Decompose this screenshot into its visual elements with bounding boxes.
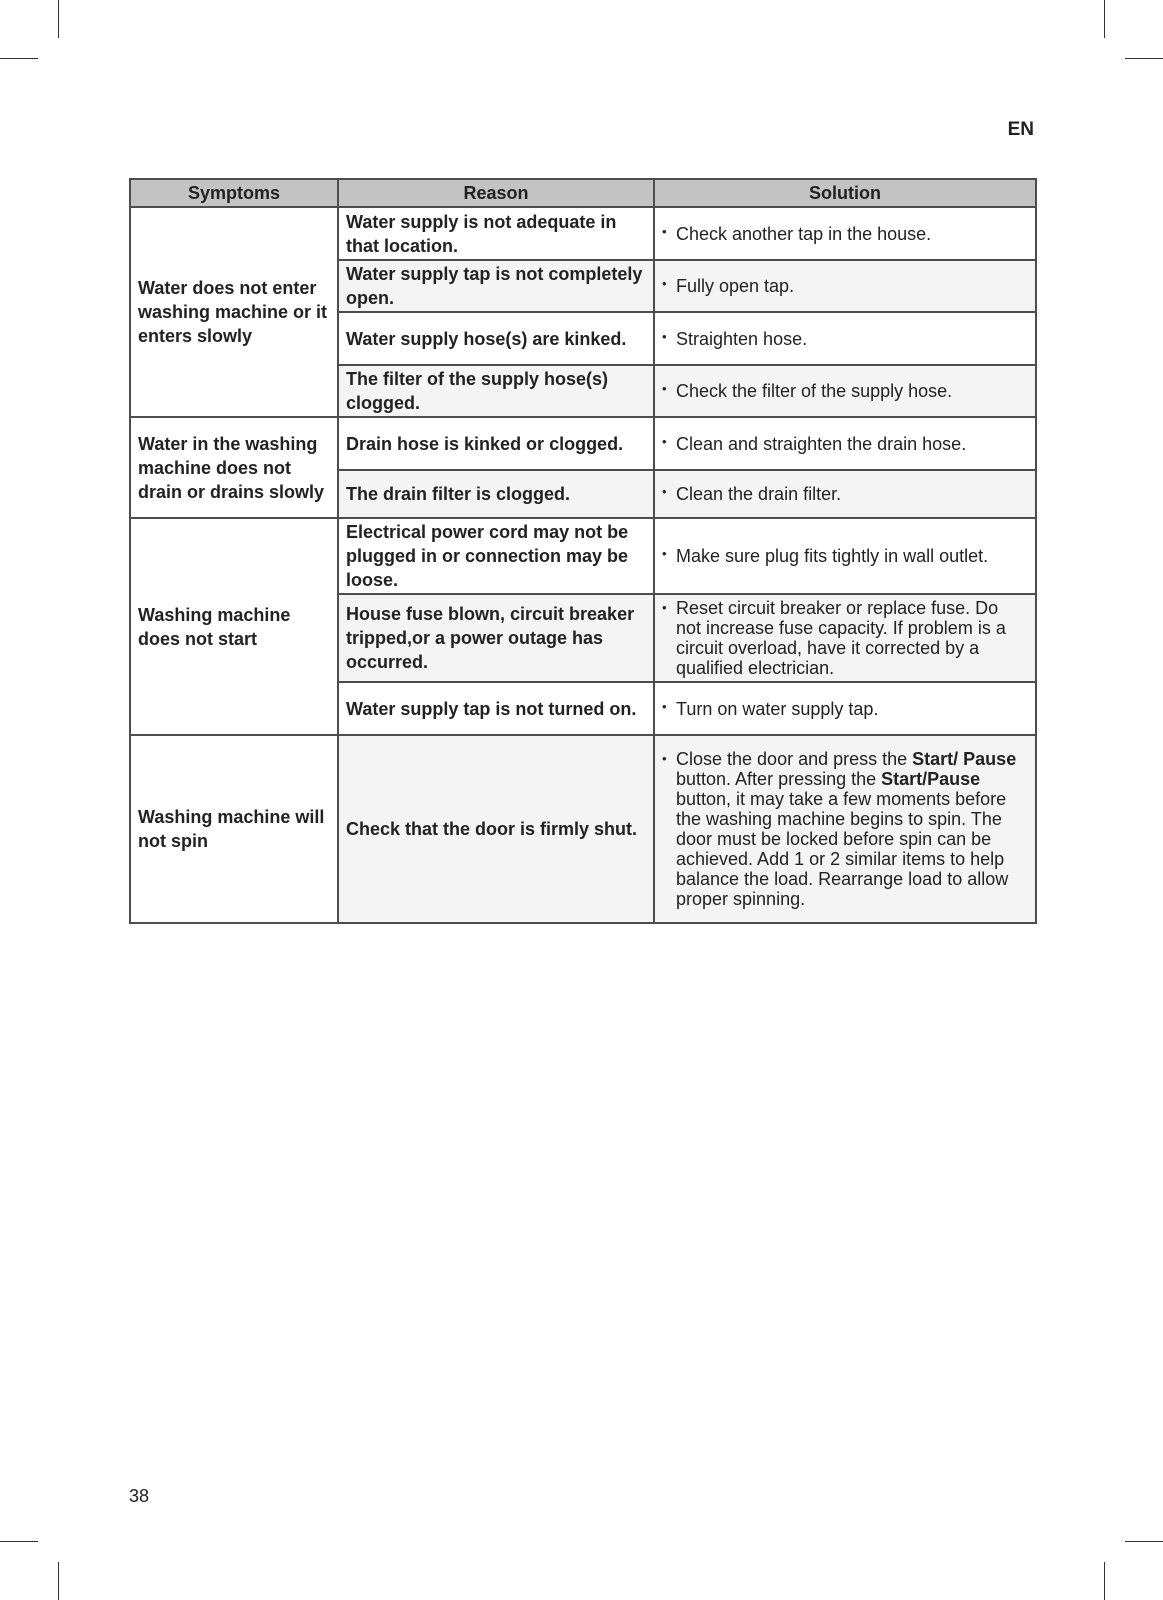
crop-mark <box>0 58 38 59</box>
column-header-symptoms: Symptoms <box>130 179 338 207</box>
solution-cell <box>654 594 1036 682</box>
bullet-icon: • <box>662 223 667 239</box>
reason-cell: Water supply is not adequate in that location. <box>338 207 654 260</box>
crop-mark <box>1125 58 1163 59</box>
solution-cell <box>654 682 1036 735</box>
reason-cell: Check that the door is firmly shut. <box>338 735 654 923</box>
start-pause-label: Start/Pause <box>881 769 981 789</box>
symptom-cell: Water does not enter washing machine or it enters slowly <box>130 207 338 417</box>
crop-mark <box>0 1541 38 1542</box>
solution-text: Clean and straighten the drain hose. <box>676 433 967 454</box>
table-row <box>130 518 1036 594</box>
solution-text: Fully open tap. <box>676 276 795 296</box>
crop-mark <box>1104 0 1105 38</box>
solution-text-part: button. After pressing the <box>676 769 882 789</box>
solution-text: Clean the drain filter. <box>676 484 842 504</box>
solution-text-part: Close the door and press the <box>676 749 913 769</box>
bullet-icon: • <box>662 433 667 449</box>
table-row <box>130 207 1036 260</box>
solution-cell <box>654 470 1036 518</box>
reason-cell: Water supply tap is not completely open. <box>338 260 654 312</box>
bullet-icon: • <box>662 600 667 615</box>
solution-text: Check the filter of the supply hose. <box>676 381 953 401</box>
solution-cell <box>654 312 1036 365</box>
symptom-cell: Water in the washing machine does not drain or drains slowly <box>130 417 338 518</box>
bullet-icon: • <box>662 751 667 766</box>
solution-cell <box>654 735 1036 923</box>
column-header-solution: Solution <box>654 179 1036 207</box>
bullet-icon: • <box>662 484 667 499</box>
bullet-icon: • <box>662 276 667 291</box>
solution-cell <box>654 518 1036 594</box>
symptom-cell: Washing machine will not spin <box>130 735 338 923</box>
solution-text: Make sure plug fits tightly in wall outlet. <box>676 546 989 566</box>
bullet-icon: • <box>662 328 667 344</box>
solution-cell <box>654 365 1036 417</box>
solution-cell <box>654 260 1036 312</box>
language-label: EN <box>1007 119 1034 140</box>
column-header-reason: Reason <box>338 179 654 207</box>
crop-mark <box>1104 1562 1105 1600</box>
bullet-icon: • <box>662 546 667 561</box>
table-row <box>130 417 1036 470</box>
bullet-icon: • <box>662 698 667 714</box>
bullet-icon: • <box>662 381 667 396</box>
crop-mark <box>1125 1541 1163 1542</box>
solution-text: Check another tap in the house. <box>676 223 932 244</box>
solution-text <box>676 749 1028 909</box>
reason-cell: Drain hose is kinked or clogged. <box>338 417 654 470</box>
crop-mark <box>58 1562 59 1600</box>
solution-text: Straighten hose. <box>676 328 808 349</box>
table-header-row <box>130 179 1036 207</box>
troubleshooting-table <box>129 178 1037 924</box>
reason-cell: The filter of the supply hose(s) clogged. <box>338 365 654 417</box>
reason-cell: Water supply hose(s) are kinked. <box>338 312 654 365</box>
solution-cell <box>654 207 1036 260</box>
solution-text-part: button, it may take a few moments before the washing machine begins to spin. The door must be locked before spin can be achieved. Add 1 or 2 similar items to help balance the load. Rearrange load to allow proper spinning. <box>676 789 1009 909</box>
solution-text: Turn on water supply tap. <box>676 698 879 719</box>
start-pause-label: Start/ Pause <box>912 749 1017 769</box>
solution-text: Reset circuit breaker or replace fuse. Do not increase fuse capacity. If problem is a circuit overload, have it corrected by a qualified electrician. <box>676 598 1006 678</box>
page-number: 38 <box>129 1486 150 1506</box>
symptom-cell: Washing machine does not start <box>130 518 338 735</box>
reason-cell: The drain filter is clogged. <box>338 470 654 518</box>
crop-mark <box>58 0 59 38</box>
reason-cell: Water supply tap is not turned on. <box>338 682 654 735</box>
table-row <box>130 735 1036 923</box>
reason-cell: House fuse blown, circuit breaker tripped,or a power outage has occurred. <box>338 594 654 682</box>
reason-cell: Electrical power cord may not be plugged in or connection may be loose. <box>338 518 654 594</box>
solution-cell <box>654 417 1036 470</box>
